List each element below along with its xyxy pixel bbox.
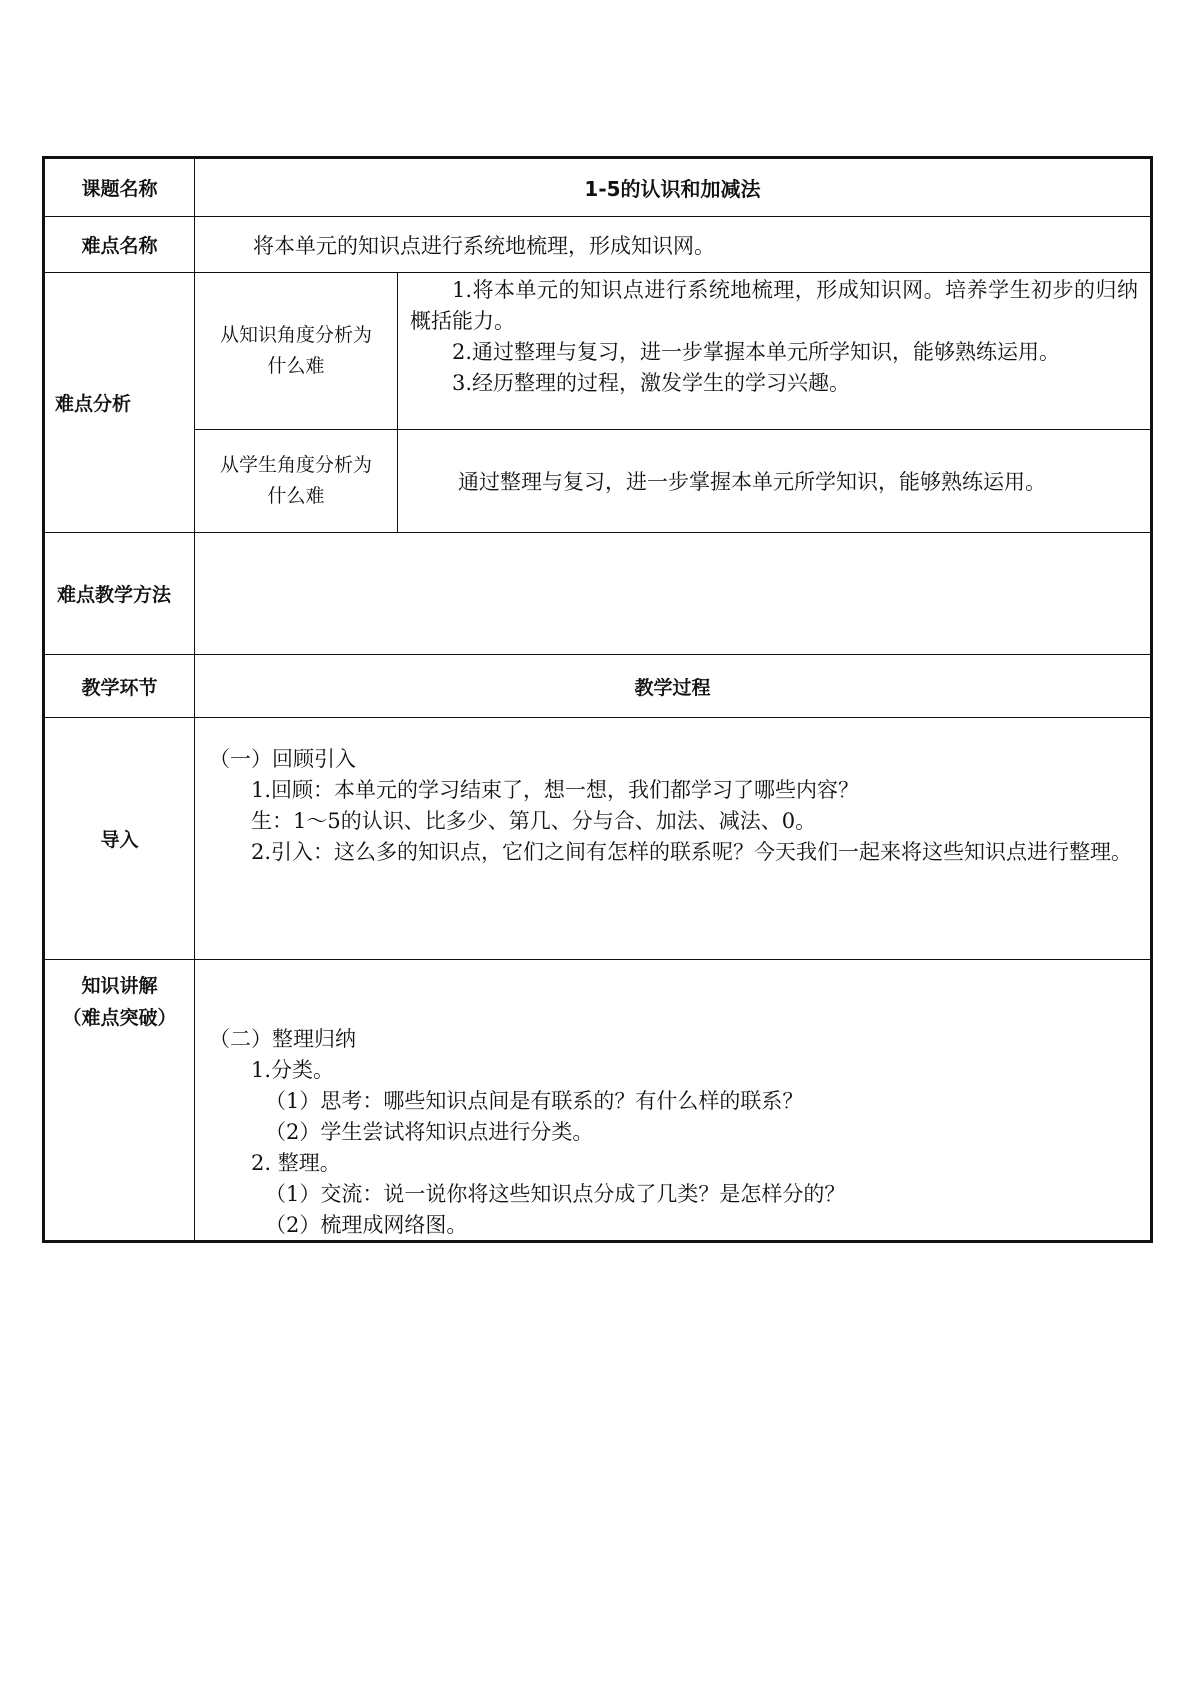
- knowledge-angle-label-line2: 什么难: [267, 355, 325, 377]
- knowledge-angle-label: [195, 273, 398, 429]
- explanation-line: （2）梳理成网络图。: [265, 1213, 468, 1237]
- explanation-line: （1）思考：哪些知识点间是有联系的？有什么样的联系？: [265, 1089, 804, 1113]
- explanation-line: 1.分类。: [251, 1058, 335, 1082]
- course-name-label: 课题名称: [45, 159, 195, 216]
- student-angle-content: 通过整理与复习，进一步掌握本单元所学知识，能够熟练运用。: [458, 469, 1046, 494]
- difficulty-analysis-subtable: [195, 273, 1150, 532]
- knowledge-angle-content: [398, 273, 1150, 429]
- student-angle-label-line2: 什么难: [267, 485, 325, 507]
- explanation-label-line2: （难点突破）: [62, 1007, 177, 1029]
- explanation-content: [195, 960, 1150, 1240]
- explanation-line: 2. 整理。: [251, 1151, 341, 1175]
- difficulty-name-label: 难点名称: [45, 217, 195, 272]
- process-header-right: 教学过程: [634, 676, 711, 699]
- difficulty-analysis-row: [45, 273, 1150, 533]
- explanation-row: [45, 960, 1150, 1240]
- intro-row: [45, 718, 1150, 960]
- student-angle-label-line1: 从学生角度分析为: [219, 454, 372, 476]
- knowledge-angle-row: [195, 273, 1150, 430]
- explanation-line: （1）交流：说一说你将这些知识点分成了几类？是怎样分的？: [265, 1182, 846, 1206]
- knowledge-angle-item: 1.将本单元的知识点进行系统地梳理，形成知识网。培养学生初步的归纳概括能力。: [410, 278, 1138, 333]
- teaching-method-label: 难点教学方法: [45, 533, 195, 654]
- intro-line: （一）回顾引入: [209, 747, 356, 771]
- explanation-line: （二）整理归纳: [209, 1027, 356, 1051]
- intro-line: 生：1～5的认识、比多少、第几、分与合、加法、减法、0。: [251, 809, 817, 833]
- knowledge-angle-item: 2.通过整理与复习，进一步掌握本单元所学知识，能够熟练运用。: [452, 340, 1061, 364]
- difficulty-name-row: [45, 217, 1150, 273]
- explanation-label: [45, 960, 195, 1240]
- intro-line: 1.回顾：本单元的学习结束了，想一想，我们都学习了哪些内容？: [251, 778, 860, 802]
- intro-content: [195, 718, 1150, 959]
- explanation-line: （2）学生尝试将知识点进行分类。: [265, 1120, 594, 1144]
- difficulty-analysis-label: 难点分析: [45, 273, 195, 532]
- course-name-row: [45, 159, 1150, 217]
- student-angle-row: [195, 430, 1150, 532]
- student-angle-label: [195, 430, 398, 532]
- knowledge-angle-item: 3.经历整理的过程，激发学生的学习兴趣。: [452, 371, 851, 395]
- course-name-value: 1-5的认识和加减法: [584, 177, 761, 201]
- process-header-left: 教学环节: [45, 655, 195, 717]
- teaching-method-value: [195, 533, 1150, 654]
- intro-label: 导入: [45, 718, 195, 959]
- process-header-row: [45, 655, 1150, 718]
- explanation-label-line1: 知识讲解: [81, 975, 158, 997]
- difficulty-name-value: 将本单元的知识点进行系统地梳理，形成知识网。: [253, 233, 715, 258]
- intro-line: 2.引入：这么多的知识点，它们之间有怎样的联系呢？今天我们一起来将这些知识点进行整理。: [251, 840, 1133, 864]
- knowledge-angle-label-line1: 从知识角度分析为: [219, 324, 372, 346]
- lesson-plan-table: [42, 156, 1153, 1243]
- teaching-method-row: [45, 533, 1150, 655]
